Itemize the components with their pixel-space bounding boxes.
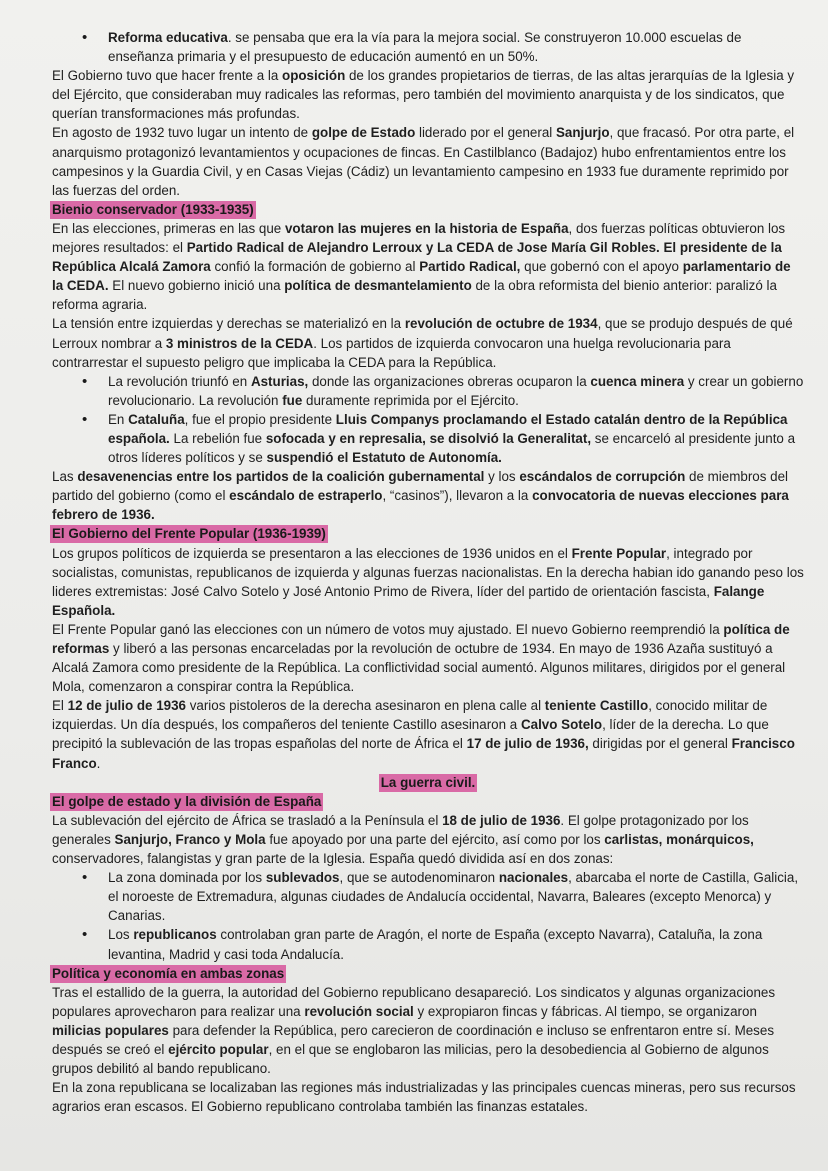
section-heading [52,200,804,219]
text-run: En la zona republicana se localizaban las regiones más industrializadas y las principales cuencas mineras, pero sus recursos agrarios eran escasos. El Gobierno republicano controlaba también las finanzas estatales. [52,1080,796,1115]
text-run: de miembros del partido del gobierno (como el [52,469,789,504]
highlighted-heading-text: Política y economía en ambas zonas [52,965,285,981]
text-run: controlaban gran parte de Aragón, el norte de España (excepto Navarra), Cataluña, la zona levantina, Madrid y casi toda Andalucía. [108,927,763,962]
paragraph [52,544,804,620]
bullet-item [52,410,804,467]
highlighted-heading-text: El golpe de estado y la división de España [52,793,322,809]
bold-text: 17 de julio de 1936, [466,736,589,752]
bullet-item [52,868,804,925]
text-run: El Frente Popular ganó las elecciones con un número de votos muy ajustado. El nuevo Gobierno reemprendió la [52,621,724,637]
text-run: La sublevación del ejército de África se trasladó a la Península el [52,812,443,828]
bold-text: Calvo Sotelo [520,717,603,733]
bold-text: ejército popular [168,1041,269,1057]
text-run: Los grupos políticos de izquierda se presentaron a las elecciones de 1936 unidos en el [52,545,572,561]
bold-text: parlamentario de la CEDA. [52,259,791,294]
text-run: . El golpe protagonizado por los generales [52,812,749,847]
text-run: , conocido militar de izquierdas. Un día después, los compañeros del teniente Castillo asesinaron a [52,698,768,733]
text-run: , líder de la derecha. Lo que precipitó la sublevación de las tropas españolas del norte de África el [52,717,769,752]
bold-text: desavenencias entre los partidos de la coalición gubernamental [77,469,485,485]
bold-text: suspendió el Estatuto de Autonomía. [266,450,502,466]
bold-text: milicias populares [52,1022,169,1038]
text-run: dirigidas por el general [588,736,732,752]
paragraph [52,696,804,772]
bullet-list [52,372,804,410]
text-run: liderado por el general [415,125,556,141]
bold-text: votaron las mujeres en la historia de España [284,220,569,236]
paragraph [52,314,804,371]
text-run: . [96,755,101,771]
text-run: fue apoyado por una parte del ejército, así como por los [265,831,605,847]
text-run: y liberó a las personas encarceladas por la revolución de octubre de 1934. En mayo de 1936 Azaña sustituyó a Alcalá Zamora como presidente de la República. La conflictividad social aumentó. Algunos militares, dirigidos por el general Mola, comenzaron a conspirar contra la República. [52,641,786,695]
text-run: y los [484,469,520,485]
bold-text: Cataluña [128,411,185,427]
paragraph [52,467,804,524]
section-heading [52,792,804,811]
text-run: Tras el estallido de la guerra, la autoridad del Gobierno republicano desapareció. Los sindicatos y algunas organizaciones populares aprovecharon para realizar una [52,984,776,1019]
text-run: . Los partidos de izquierda convocaron una huelga revolucionaria para contrarrestar el supuesto peligro que implicaba la CEDA para la República. [52,335,731,370]
paragraph [52,620,804,696]
bold-text: política de desmantelamiento [284,278,472,294]
section-title [52,773,804,792]
text-run: , “casinos”), llevaron a la [382,488,533,504]
bold-text: golpe de Estado [311,125,416,141]
bold-text: Frente Popular [571,545,667,561]
bold-text: sofocada y en represalia, se disolvió la Generalitat, [265,430,592,446]
bold-text: Partido Radical de Alejandro Lerroux y La CEDA de Jose María Gil Robles. El presidente de la República Alcalá Zamora [52,240,782,275]
text-run: de los grandes propietarios de tierras, de las altas jerarquías de la Iglesia y del Ejército, que consideraban muy radicales las reformas, pero también del movimiento anarquista y de los sindicatos, que querían transformaciones más profundas. [52,68,795,122]
paragraph [52,123,804,199]
text-run: , que fracasó. Por otra parte, el anarquismo protagonizó levantamientos y ocupaciones de fincas. En Castilblanco (Badajoz) hubo enfrentamientos entre los campesinos y la Guardia Civil, y en Casas Viejas (Cádiz) un levantamiento campesino en 1933 fue duramente reprimido por las fuerzas del orden. [52,125,795,198]
section-heading [52,964,804,983]
bold-text: revolución de octubre de 1934 [404,316,598,332]
text-run: duramente reprimida por el Ejército. [302,392,519,408]
paragraph [52,219,804,314]
bold-text: Partido Radical, [419,259,521,275]
highlighted-heading-text: Bienio conservador (1933-1935) [52,201,254,217]
paragraph [52,66,804,123]
text-run: El [52,698,68,714]
bullet-list [52,28,804,66]
paragraph [52,811,804,868]
bold-text: nacionales [498,870,569,886]
text-run: En las elecciones, primeras en las que [52,220,285,236]
text-run: , fue el propio presidente [184,411,336,427]
bold-text: Reforma educativa [108,30,228,45]
bold-text: Sanjurjo, Franco y Mola [114,831,266,847]
bold-text: cuenca minera [590,373,685,389]
bold-text: escándalos de corrupción [519,469,686,485]
bold-text: Lluis Companys proclamando el Estado catalán dentro de la República española. [108,411,788,446]
bold-text: escándalo de estraperlo [229,488,383,504]
bold-text: Francisco Franco [52,736,795,771]
bold-text: política de reformas [52,621,790,656]
bullet-item [52,372,804,410]
text-run: de la obra reformista del bienio anterior: paralizó la reforma agraria. [52,278,777,313]
bold-text: revolución social [304,1003,414,1019]
bold-text: fue [282,392,303,408]
bold-text: convocatoria de nuevas elecciones para febrero de 1936. [52,488,789,523]
paragraph [52,983,804,1078]
bold-text: Sanjurjo [555,125,610,141]
text-run: varios pistoleros de la derecha asesinaron en plena calle al [185,698,545,714]
bold-text: 12 de julio de 1936 [67,698,186,714]
text-run: confió la formación de gobierno al [210,259,420,275]
text-run: donde las organizaciones obreras ocuparon la [308,373,591,389]
text-run: El Gobierno tuvo que hacer frente a la [52,68,283,84]
text-run: , que se produjo después de qué Lerroux nombrar a [52,316,793,351]
text-run: y crear un gobierno revolucionario. La revolución [108,373,804,408]
text-run: El nuevo gobierno inició una [108,278,285,294]
highlighted-heading-text: El Gobierno del Frente Popular (1936-1939) [52,526,326,542]
text-run: conservadores, falangistas y gran parte de la Iglesia. España quedó dividida así en dos zonas: [52,851,614,867]
text-run: La zona dominada por los [108,870,266,886]
bullet-item [52,925,804,963]
bold-text: teniente Castillo [544,698,649,714]
bold-text: oposición [282,68,346,84]
bold-text: 18 de julio de 1936 [442,812,561,828]
bold-text: carlistas, monárquicos, [604,831,754,847]
bold-text: 3 ministros de la CEDA [165,335,314,351]
document-body [52,28,804,1116]
text-run: La revolución triunfó en [108,373,251,389]
text-run: Las [52,469,78,485]
text-run: En agosto de 1932 tuvo lugar un intento de [52,125,312,141]
text-run: se encarceló al presidente junto a otros líderes políticos y se [108,430,796,466]
text-run: para defender la República, pero carecieron de coordinación e incluso se enfrentaron entre sí. Meses después se creó el [52,1022,775,1057]
text-run: En [108,411,129,427]
text-run: , abarcaba el norte de Castilla, Galicia, el noroeste de Extremadura, algunas ciudades de Andalucía occidental, Navarra, Baleares (excepto Menorca) y Canarias. [108,870,799,924]
text-run: Los [108,927,134,943]
bold-text: Falange Española. [52,583,765,618]
section-heading [52,524,804,543]
text-run: La tensión entre izquierdas y derechas se materializó en la [52,316,405,332]
text-run: , en el que se englobaron las milicias, pero la desobediencia al Gobierno de algunos grupos debilitó al bando republicano. [52,1041,769,1077]
text-run: , dos fuerzas políticas obtuvieron los mejores resultados: el [52,220,786,256]
text-run: y expropiaron fincas y fábricas. Al tiempo, se organizaron [413,1003,757,1019]
text-run: , integrado por socialistas, comunistas, republicanos de izquierda y algunas fuerzas nacionalistas. En la derecha habian ido ganando peso los lideres extremistas: José Calvo Sotelo y José Antonio Primo de Rivera, líder del partido de orientación fascista, [52,545,804,599]
bold-text: Asturias, [250,373,309,389]
paragraph [52,1078,804,1116]
text-run: , que se autodenominaron [339,870,499,886]
bullet-list [52,868,804,925]
text-run: . se pensaba que era la vía para la mejora social. Se construyeron 10.000 escuelas de enseñanza primaria y el presupuesto de educación aumentó en un 50%. [108,30,742,65]
bullet-list [52,925,804,963]
bold-text: republicanos [133,927,217,943]
text-run: La rebelión fue [169,430,266,446]
bold-text: sublevados [265,870,340,886]
text-run: que gobernó con el apoyo [520,259,683,275]
highlighted-heading-text: La guerra civil. [380,774,476,790]
bullet-list [52,410,804,467]
bullet-item [52,28,804,66]
